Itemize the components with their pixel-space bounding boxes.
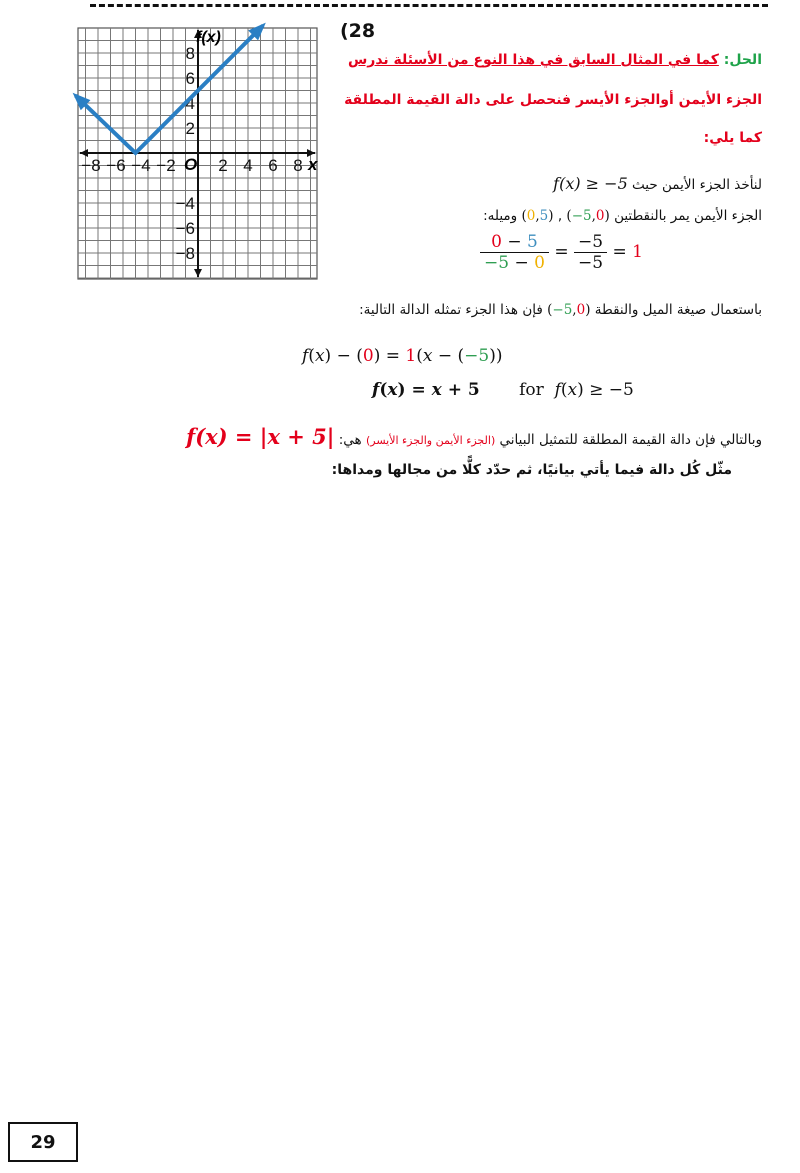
absolute-value-graph (72, 22, 324, 284)
point-slope-point: (−5,0) (547, 302, 591, 318)
x-axis-label: x (308, 155, 318, 174)
page-number: 29 (8, 1122, 78, 1162)
y-tick-label: −4 (175, 194, 195, 213)
result-equation: f(x) = x + 5 for f(x) ≥ −5 (372, 380, 634, 400)
solution-text-1: كما في المثال السابق في هذا النوع من الأسئلة ندرس (347, 52, 719, 68)
absolute-value-line (76, 26, 264, 154)
function-plot (73, 23, 266, 153)
x-tick-label: 8 (293, 156, 303, 175)
question-number: (28 (340, 20, 376, 42)
point-slope-intro: باستعمال صيغة الميل والنقطة (−5,0) فإن هذا الجزء تمثله الدالة التالية: (359, 302, 762, 318)
right-part-points: الجزء الأيمن يمر بالنقطتين (−5,0) , (0,5) وميله: (483, 208, 762, 224)
instruction-text: مثّل كُل دالة فيما يأتي بيانيًا، ثم حدّد كلًّا من مجالها ومداها: (331, 462, 732, 478)
y-tick-label: 2 (185, 119, 195, 138)
absolute-value-result: f(x) = |x + 5| (186, 424, 335, 449)
graph-grid (78, 28, 317, 279)
y-axis-arrow-down (194, 269, 202, 277)
slope-computation: $\frac{0 - 5}{-5 - 0}$ = $\frac{-5}{-5}$ = 1 (480, 232, 643, 273)
solution-line-3: كما يلي: (703, 130, 762, 146)
slope-fraction-2: $\frac{-5}{-5}$ (574, 232, 607, 273)
y-tick-label: −8 (175, 244, 195, 263)
slope-value: 1 (632, 242, 643, 262)
x-tick-label: 4 (243, 156, 253, 175)
y-axis-label: f(x) (196, 29, 221, 46)
x-tick-label: −8 (81, 156, 101, 175)
point-one: (−5,0) (566, 208, 610, 224)
origin-label: O (184, 155, 198, 174)
x-tick-label: −4 (131, 156, 151, 175)
x-tick-label: 2 (218, 156, 228, 175)
y-tick-label: 8 (185, 44, 195, 63)
x-tick-label: −6 (106, 156, 126, 175)
solution-label: الحل: (723, 52, 762, 68)
condition-expression: f(x) ≥ −5 (553, 174, 628, 193)
point-slope-equation: f(x) − (0) = 1(x − (−5)) (302, 346, 503, 366)
slope-fraction-1: $\frac{0 - 5}{-5 - 0}$ (480, 232, 549, 273)
x-tick-label: −2 (156, 156, 176, 175)
right-part-intro: لنأخذ الجزء الأيمن حيث f(x) ≥ −5 (553, 174, 762, 193)
y-tick-label: −6 (175, 219, 195, 238)
conclusion-line: وبالتالي فإن دالة القيمة المطلقة للتمثيل البياني (الجزء الأيمن والجزء الأيسر) هي: f(x) = |x + 5| (186, 424, 762, 449)
y-tick-label: 6 (185, 69, 195, 88)
top-dashed-divider (90, 4, 768, 7)
conclusion-note: (الجزء الأيمن والجزء الأيسر) (365, 434, 496, 447)
solution-line-2: الجزء الأيمن أوالجزء الأيسر فنحصل على دالة القيمة المطلقة (344, 92, 762, 108)
solution-line-1 (342, 52, 762, 68)
point-two: (0,5) (521, 208, 554, 224)
y-tick-label: 4 (185, 94, 195, 113)
x-tick-label: 6 (268, 156, 278, 175)
